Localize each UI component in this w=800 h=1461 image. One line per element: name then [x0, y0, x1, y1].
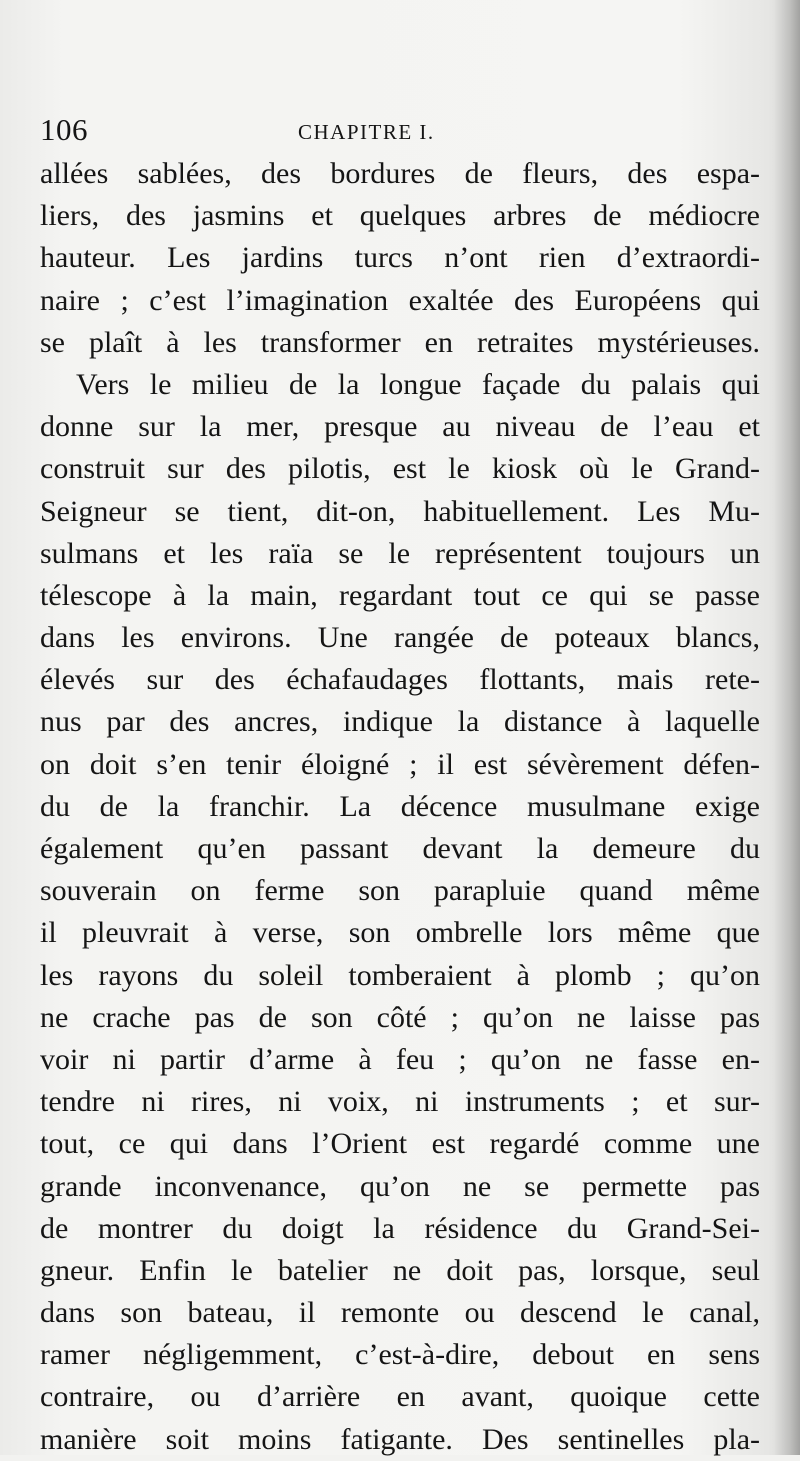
text-line: liers, des jasmins et quelques arbres de médiocre	[40, 199, 760, 233]
text-line: les rayons du soleil tomberaient à plomb ; qu’on	[40, 958, 760, 992]
text-line: dans les environs. Une rangée de poteaux blancs,	[40, 621, 760, 655]
text-line: construit sur des pilotis, est le kiosk où le Grand-	[40, 452, 760, 486]
text-line: on doit s’en tenir éloigné ; il est sévèrement défen-	[40, 747, 760, 781]
text-line: gneur. Enfin le batelier ne doit pas, lorsque, seul	[40, 1253, 760, 1287]
text-line: donne sur la mer, presque au niveau de l’eau et	[40, 410, 760, 444]
text-line: sulmans et les raïa se le représentent toujours un	[40, 536, 760, 570]
text-line: nus par des ancres, indique la distance à laquelle	[40, 705, 760, 739]
text-line: grande inconvenance, qu’on ne se permette pas	[40, 1169, 760, 1203]
text-line: dans son bateau, il remonte ou descend le canal,	[40, 1296, 760, 1330]
text-line: ramer négligemment, c’est-à-dire, debout en sens	[40, 1338, 760, 1372]
text-line: tendre ni rires, ni voix, ni instruments ; et sur-	[40, 1085, 760, 1119]
text-line: également qu’en passant devant la demeure du	[40, 832, 760, 865]
text-line: de montrer du doigt la résidence du Grand-Sei-	[40, 1211, 760, 1245]
body-text	[40, 153, 760, 1461]
text-line: naire ; c’est l’imagination exaltée des Européens qui	[40, 283, 760, 317]
text-line: souverain on ferme son parapluie quand même	[40, 874, 760, 908]
text-line: télescope à la main, regardant tout ce qui se passe	[40, 578, 760, 612]
text-line: tout, ce qui dans l’Orient est regardé comme une	[40, 1127, 760, 1161]
text-line: il pleuvrait à verse, son ombrelle lors même que	[40, 916, 760, 950]
spine-shadow	[774, 0, 800, 1455]
text-line: hauteur. Les jardins turcs n’ont rien d’extraordi-	[40, 241, 760, 275]
paragraph-start-line: Vers le milieu de la longue façade du palais qui	[76, 367, 760, 401]
text-line: Seigneur se tient, dit-on, habituellement. Les Mu-	[40, 494, 760, 528]
text-line: voir ni partir d’arme à feu ; qu’on ne fasse en-	[40, 1042, 760, 1076]
text-line: ne crache pas de son côté ; qu’on ne laisse pas	[40, 1000, 760, 1034]
running-head: CHAPITRE I.	[298, 120, 435, 144]
text-line: du de la franchir. La décence musulmane exige	[40, 789, 760, 823]
text-line: élevés sur des échafaudages flottants, mais rete-	[40, 663, 760, 697]
text-line: manière soit moins fatigante. Des sentinelles pla-	[40, 1422, 760, 1456]
page-number: 106	[40, 112, 88, 147]
text-line: se plaît à les transformer en retraites mystérieuses.	[40, 325, 760, 359]
page-header	[40, 112, 760, 152]
text-line: allées sablées, des bordures de fleurs, des espa-	[40, 157, 760, 190]
text-line: contraire, ou d’arrière en avant, quoique cette	[40, 1380, 760, 1414]
